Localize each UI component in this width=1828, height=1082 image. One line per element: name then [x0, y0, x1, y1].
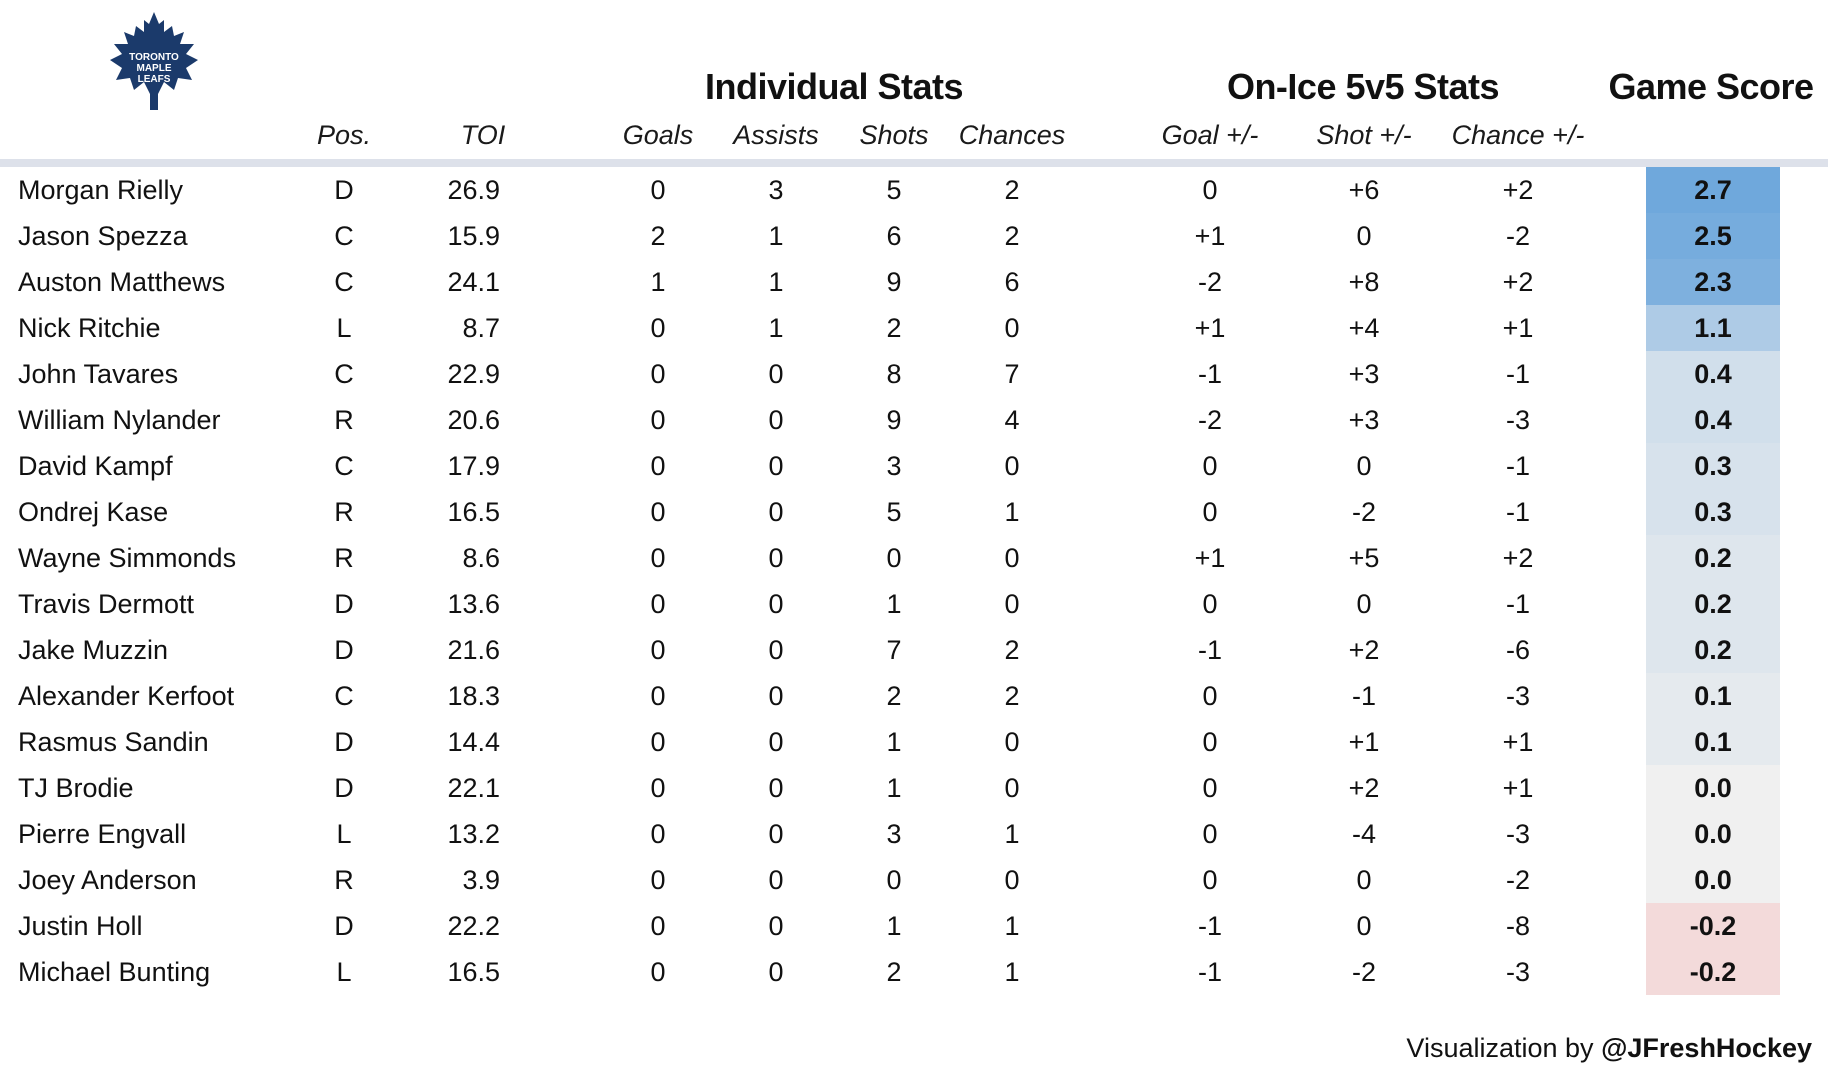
- table-row: [0, 903, 1828, 949]
- cell-toi: 22.9: [447, 359, 500, 389]
- cell-chance-pm: +1: [1502, 727, 1534, 757]
- cell-goal-pm: -2: [1197, 405, 1223, 435]
- player-name: Rasmus Sandin: [18, 727, 209, 757]
- col-header-shots: Shots: [859, 120, 929, 150]
- cell-chances: 4: [1004, 405, 1020, 435]
- cell-toi: 22.2: [447, 911, 500, 941]
- cell-toi: 21.6: [447, 635, 500, 665]
- cell-shots: 1: [886, 773, 902, 803]
- cell-chance-pm: -8: [1505, 911, 1531, 941]
- cell-goal-pm: 0: [1202, 451, 1218, 481]
- svg-text:MAPLE: MAPLE: [136, 63, 172, 74]
- cell-pos: D: [334, 727, 354, 757]
- cell-shot-pm: +3: [1348, 405, 1380, 435]
- cell-chances: 1: [1004, 957, 1020, 987]
- cell-toi: 20.6: [447, 405, 500, 435]
- game-score-cell: 0.3: [1646, 489, 1780, 535]
- cell-assists: 0: [768, 589, 784, 619]
- table-row: [0, 765, 1828, 811]
- cell-shot-pm: 0: [1356, 451, 1372, 481]
- cell-pos: L: [336, 819, 352, 849]
- cell-toi: 14.4: [447, 727, 500, 757]
- group-header-on-ice-stats: On-Ice 5v5 Stats: [1226, 66, 1500, 107]
- cell-shot-pm: +5: [1348, 543, 1380, 573]
- cell-chance-pm: -2: [1505, 221, 1531, 251]
- group-header-individual-stats: Individual Stats: [704, 66, 964, 107]
- cell-shots: 1: [886, 911, 902, 941]
- cell-toi: 24.1: [447, 267, 500, 297]
- game-score-cell: -0.2: [1646, 949, 1780, 995]
- game-score-cell: 2.7: [1646, 167, 1780, 213]
- col-header-pos: Pos.: [316, 120, 372, 150]
- cell-goal-pm: 0: [1202, 865, 1218, 895]
- cell-shots: 1: [886, 589, 902, 619]
- table-row: [0, 949, 1828, 995]
- cell-goals: 0: [650, 773, 666, 803]
- player-name: William Nylander: [18, 405, 221, 435]
- cell-assists: 0: [768, 497, 784, 527]
- game-score-cell: 0.2: [1646, 581, 1780, 627]
- col-header-toi: TOI: [460, 120, 506, 150]
- player-name: Joey Anderson: [18, 865, 197, 895]
- cell-goals: 0: [650, 819, 666, 849]
- cell-shot-pm: 0: [1356, 911, 1372, 941]
- cell-chances: 1: [1004, 911, 1020, 941]
- game-score-cell: 0.2: [1646, 627, 1780, 673]
- cell-shots: 2: [886, 681, 902, 711]
- col-header-chance-plus-minus: Chance +/-: [1451, 120, 1585, 150]
- cell-goals: 0: [650, 451, 666, 481]
- game-score-cell: 2.5: [1646, 213, 1780, 259]
- cell-shot-pm: +3: [1348, 359, 1380, 389]
- cell-goals: 0: [650, 405, 666, 435]
- cell-goals: 0: [650, 681, 666, 711]
- cell-goals: 0: [650, 957, 666, 987]
- cell-pos: C: [334, 451, 354, 481]
- table-row: [0, 627, 1828, 673]
- player-name: Ondrej Kase: [18, 497, 169, 527]
- cell-shots: 2: [886, 313, 902, 343]
- cell-goal-pm: -2: [1197, 267, 1223, 297]
- cell-shot-pm: +8: [1348, 267, 1380, 297]
- cell-goals: 2: [650, 221, 666, 251]
- cell-pos: D: [334, 175, 354, 205]
- group-header-game-score: Game Score: [1608, 66, 1814, 107]
- cell-goals: 0: [650, 911, 666, 941]
- game-score-cell: 2.3: [1646, 259, 1780, 305]
- cell-assists: 0: [768, 543, 784, 573]
- cell-assists: 3: [768, 175, 784, 205]
- cell-chances: 6: [1004, 267, 1020, 297]
- cell-goal-pm: 0: [1202, 175, 1218, 205]
- cell-pos: R: [334, 865, 354, 895]
- table-row: [0, 167, 1828, 213]
- cell-goal-pm: +1: [1194, 313, 1226, 343]
- player-name: Nick Ritchie: [18, 313, 161, 343]
- cell-shot-pm: +2: [1348, 773, 1380, 803]
- game-score-cell: 0.0: [1646, 811, 1780, 857]
- cell-goal-pm: 0: [1202, 497, 1218, 527]
- cell-chances: 0: [1004, 451, 1020, 481]
- cell-shot-pm: 0: [1356, 221, 1372, 251]
- cell-shots: 0: [886, 543, 902, 573]
- cell-pos: D: [334, 773, 354, 803]
- cell-pos: C: [334, 681, 354, 711]
- cell-chance-pm: +2: [1502, 175, 1534, 205]
- cell-goals: 0: [650, 313, 666, 343]
- cell-chance-pm: +2: [1502, 543, 1534, 573]
- cell-chance-pm: -2: [1505, 865, 1531, 895]
- table-row: [0, 305, 1828, 351]
- cell-chance-pm: +1: [1502, 313, 1534, 343]
- cell-goals: 0: [650, 635, 666, 665]
- game-score-cell: 0.1: [1646, 673, 1780, 719]
- table-row: [0, 213, 1828, 259]
- cell-chance-pm: -3: [1505, 819, 1531, 849]
- cell-chances: 0: [1004, 313, 1020, 343]
- cell-shot-pm: +6: [1348, 175, 1380, 205]
- player-name: Justin Holl: [18, 911, 143, 941]
- cell-toi: 3.9: [462, 865, 500, 895]
- cell-goals: 0: [650, 865, 666, 895]
- cell-goals: 0: [650, 359, 666, 389]
- cell-goal-pm: -1: [1197, 359, 1223, 389]
- cell-chances: 0: [1004, 773, 1020, 803]
- cell-assists: 1: [768, 313, 784, 343]
- cell-chance-pm: -3: [1505, 681, 1531, 711]
- game-score-cell: 0.0: [1646, 765, 1780, 811]
- credit-prefix: Visualization by: [1406, 1033, 1594, 1063]
- cell-chance-pm: +2: [1502, 267, 1534, 297]
- cell-shots: 9: [886, 405, 902, 435]
- cell-chances: 0: [1004, 865, 1020, 895]
- cell-assists: 0: [768, 727, 784, 757]
- cell-assists: 1: [768, 267, 784, 297]
- cell-goals: 0: [650, 497, 666, 527]
- cell-assists: 0: [768, 911, 784, 941]
- cell-shot-pm: +1: [1348, 727, 1380, 757]
- cell-goal-pm: 0: [1202, 727, 1218, 757]
- cell-toi: 15.9: [447, 221, 500, 251]
- cell-pos: D: [334, 589, 354, 619]
- cell-chance-pm: -1: [1505, 497, 1531, 527]
- cell-assists: 1: [768, 221, 784, 251]
- cell-goal-pm: 0: [1202, 589, 1218, 619]
- cell-chance-pm: -3: [1505, 405, 1531, 435]
- table-row: [0, 351, 1828, 397]
- cell-shots: 2: [886, 957, 902, 987]
- cell-chances: 7: [1004, 359, 1020, 389]
- cell-assists: 0: [768, 405, 784, 435]
- cell-toi: 13.2: [447, 819, 500, 849]
- cell-shots: 9: [886, 267, 902, 297]
- player-name: Morgan Rielly: [18, 175, 184, 205]
- cell-chances: 0: [1004, 727, 1020, 757]
- cell-shot-pm: 0: [1356, 865, 1372, 895]
- table-row: [0, 443, 1828, 489]
- cell-toi: 16.5: [447, 957, 500, 987]
- cell-goal-pm: 0: [1202, 681, 1218, 711]
- credit-handle: @JFreshHockey: [1601, 1033, 1812, 1063]
- cell-chance-pm: -1: [1505, 589, 1531, 619]
- player-name: Wayne Simmonds: [18, 543, 237, 573]
- col-header-goals: Goals: [622, 120, 694, 150]
- cell-goals: 0: [650, 175, 666, 205]
- table-row: [0, 581, 1828, 627]
- table-row: [0, 535, 1828, 581]
- cell-assists: 0: [768, 865, 784, 895]
- cell-chances: 2: [1004, 221, 1020, 251]
- table-row: [0, 673, 1828, 719]
- cell-goal-pm: -1: [1197, 957, 1223, 987]
- game-score-cell: -0.2: [1646, 903, 1780, 949]
- cell-shots: 5: [886, 175, 902, 205]
- cell-goal-pm: -1: [1197, 911, 1223, 941]
- cell-assists: 0: [768, 819, 784, 849]
- col-header-chances: Chances: [958, 120, 1066, 150]
- cell-goal-pm: -1: [1197, 635, 1223, 665]
- cell-shots: 5: [886, 497, 902, 527]
- cell-chances: 2: [1004, 681, 1020, 711]
- svg-text:LEAFS: LEAFS: [137, 74, 171, 85]
- cell-toi: 16.5: [447, 497, 500, 527]
- cell-chances: 0: [1004, 543, 1020, 573]
- cell-chance-pm: -3: [1505, 957, 1531, 987]
- cell-chances: 1: [1004, 497, 1020, 527]
- player-name: Jason Spezza: [18, 221, 188, 251]
- cell-goal-pm: +1: [1194, 543, 1226, 573]
- cell-pos: D: [334, 635, 354, 665]
- table-row: [0, 811, 1828, 857]
- cell-toi: 17.9: [447, 451, 500, 481]
- table-row: [0, 397, 1828, 443]
- cell-shot-pm: +2: [1348, 635, 1380, 665]
- player-name: Jake Muzzin: [18, 635, 169, 665]
- player-name: Travis Dermott: [18, 589, 195, 619]
- cell-shot-pm: -1: [1351, 681, 1377, 711]
- cell-pos: C: [334, 267, 354, 297]
- cell-pos: C: [334, 359, 354, 389]
- cell-shots: 7: [886, 635, 902, 665]
- cell-goals: 0: [650, 589, 666, 619]
- col-header-assists: Assists: [733, 120, 819, 150]
- player-name: Auston Matthews: [18, 267, 226, 297]
- game-score-cell: 1.1: [1646, 305, 1780, 351]
- cell-chances: 2: [1004, 175, 1020, 205]
- game-score-cell: 0.4: [1646, 397, 1780, 443]
- cell-shot-pm: -2: [1351, 957, 1377, 987]
- svg-text:TORONTO: TORONTO: [129, 52, 179, 63]
- cell-shots: 3: [886, 819, 902, 849]
- cell-assists: 0: [768, 635, 784, 665]
- cell-shots: 6: [886, 221, 902, 251]
- cell-goal-pm: +1: [1194, 221, 1226, 251]
- cell-chances: 0: [1004, 589, 1020, 619]
- cell-shots: 3: [886, 451, 902, 481]
- cell-pos: R: [334, 543, 354, 573]
- cell-assists: 0: [768, 359, 784, 389]
- player-name: John Tavares: [18, 359, 179, 389]
- table-row: [0, 259, 1828, 305]
- cell-toi: 13.6: [447, 589, 500, 619]
- cell-shots: 8: [886, 359, 902, 389]
- cell-chance-pm: -1: [1505, 451, 1531, 481]
- cell-toi: 26.9: [447, 175, 500, 205]
- cell-pos: R: [334, 497, 354, 527]
- cell-shots: 1: [886, 727, 902, 757]
- player-name: TJ Brodie: [18, 773, 134, 803]
- cell-assists: 0: [768, 451, 784, 481]
- cell-pos: L: [336, 957, 352, 987]
- table-row: [0, 719, 1828, 765]
- cell-chance-pm: +1: [1502, 773, 1534, 803]
- player-name: Pierre Engvall: [18, 819, 187, 849]
- cell-toi: 18.3: [447, 681, 500, 711]
- cell-assists: 0: [768, 681, 784, 711]
- cell-shot-pm: -2: [1351, 497, 1377, 527]
- cell-shot-pm: -4: [1351, 819, 1377, 849]
- cell-shots: 0: [886, 865, 902, 895]
- player-name: Michael Bunting: [18, 957, 211, 987]
- table-row: [0, 489, 1828, 535]
- cell-pos: L: [336, 313, 352, 343]
- cell-goal-pm: 0: [1202, 819, 1218, 849]
- game-score-cell: 0.2: [1646, 535, 1780, 581]
- cell-shot-pm: +4: [1348, 313, 1380, 343]
- cell-toi: 22.1: [447, 773, 500, 803]
- player-name: David Kampf: [18, 451, 173, 481]
- game-score-cell: 0.0: [1646, 857, 1780, 903]
- game-score-cell: 0.3: [1646, 443, 1780, 489]
- cell-goals: 0: [650, 543, 666, 573]
- cell-assists: 0: [768, 957, 784, 987]
- cell-toi: 8.7: [462, 313, 500, 343]
- cell-goals: 0: [650, 727, 666, 757]
- col-header-shot-plus-minus: Shot +/-: [1316, 120, 1412, 150]
- player-name: Alexander Kerfoot: [18, 681, 235, 711]
- cell-assists: 0: [768, 773, 784, 803]
- cell-chance-pm: -6: [1505, 635, 1531, 665]
- cell-goal-pm: 0: [1202, 773, 1218, 803]
- col-header-goal-plus-minus: Goal +/-: [1161, 120, 1259, 150]
- game-score-cell: 0.4: [1646, 351, 1780, 397]
- cell-shot-pm: 0: [1356, 589, 1372, 619]
- cell-pos: D: [334, 911, 354, 941]
- cell-chances: 2: [1004, 635, 1020, 665]
- cell-goals: 1: [650, 267, 666, 297]
- cell-pos: R: [334, 405, 354, 435]
- cell-chances: 1: [1004, 819, 1020, 849]
- game-score-cell: 0.1: [1646, 719, 1780, 765]
- cell-pos: C: [334, 221, 354, 251]
- cell-toi: 8.6: [462, 543, 500, 573]
- table-row: [0, 857, 1828, 903]
- credit-line: [1406, 1028, 1812, 1068]
- cell-chance-pm: -1: [1505, 359, 1531, 389]
